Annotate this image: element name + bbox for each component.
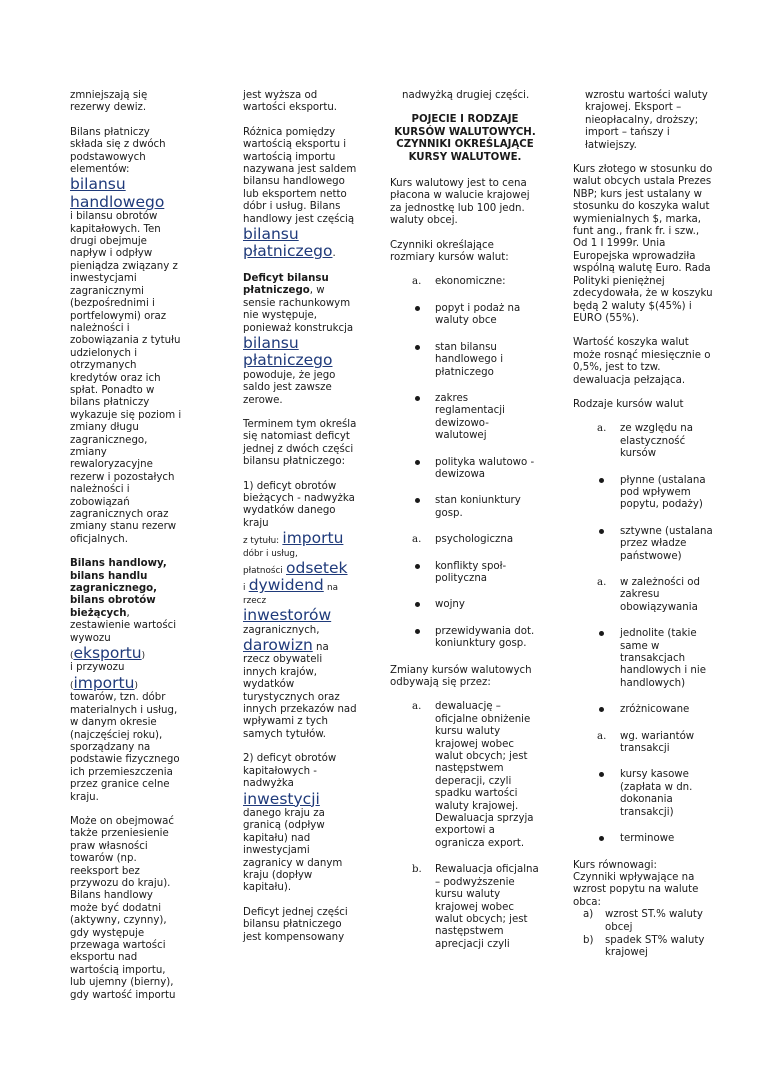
list-item-text: polityka walutowo - dewizowa — [435, 456, 535, 480]
list-item-text: dewaluację – oficjalne obniżenie kursu waluty krajowej wobec walut obcych; jest następstwem deperacji, czyli spadku wartości waluty krajowej. Dewaluacja sprzyja exportowi a ogranicza export. — [435, 701, 534, 849]
list-item-text: konflikty społ-polityczna — [435, 560, 507, 584]
factors-list — [390, 276, 540, 650]
list-item-text: sztywne (ustalana przez władze państwowe) — [620, 525, 713, 562]
list-item-text: stan koniunktury gosp. — [435, 495, 521, 519]
list-item — [573, 423, 715, 460]
list-item — [573, 628, 715, 690]
list-item — [573, 577, 715, 614]
demand-factors-list — [573, 909, 715, 960]
link-bilansu-handlowego[interactable]: bilansu handlowego — [70, 175, 165, 211]
list-item — [390, 701, 540, 850]
bullet-icon — [599, 772, 604, 777]
list-item — [390, 561, 540, 586]
link-inwestorow[interactable]: inwestorów — [243, 606, 332, 625]
bullet-icon — [415, 498, 420, 503]
list-item-text: terminowe — [620, 833, 675, 845]
text: na rzecz — [243, 583, 338, 606]
paragraph — [70, 558, 182, 804]
text: płatności — [243, 566, 283, 576]
list-item-text: zróżnicowane — [620, 704, 690, 716]
list-item-text: jednolite (takie same w transakcjach handlowych i nie handlowych) — [620, 628, 706, 689]
list-item-text: kursy kasowe (zapłata w dn. dokonania transakcji) — [620, 769, 693, 818]
paragraph: Deficyt jednej części bilansu płatniczego jest kompensowany — [243, 906, 348, 943]
bullet-icon — [415, 629, 420, 634]
text: , w sensie rachunkowym nie występuje, ponieważ konstrukcja — [243, 285, 354, 334]
bullet-icon — [415, 460, 420, 465]
text: powoduje, że jego saldo jest zawsze zerowe. — [243, 369, 336, 406]
paren: ( — [70, 680, 74, 691]
bullet-icon — [599, 836, 604, 841]
column-1 — [70, 90, 182, 1014]
list-item — [573, 475, 715, 512]
bullet-icon — [415, 602, 420, 607]
list-item-text: wg. wariantów transakcji — [620, 730, 695, 755]
list-item-text: popyt i podaż na waluty obce — [435, 302, 521, 327]
link-odsetek[interactable]: odsetek — [286, 559, 348, 577]
bullet-icon — [415, 396, 420, 401]
text: 2) deficyt obrotów kapitałowych - nadwyżka — [243, 753, 337, 790]
rate-types-list — [573, 423, 715, 845]
list-item — [390, 495, 540, 520]
list-marker: a. — [412, 276, 422, 288]
text: i bilansu obrotów kapitałowych. Ten drugi obejmuje napływ i odpływ pieniądza związany z inwestycjami zagranicznymi (bezpośrednimi i portfelowymi) oraz należności i zobowiązania z tytułu udzielonych i otrzymanych kredytów oraz ich spłat. Ponadto w bilans płatniczy wykazuje się poziom i zmiany długu zagranicznego, zmiany rewaloryzacyjne rezerw i pozostałych należności i zobowiązań zagranicznych oraz zmiany stanu rezerw oficjalnych. — [70, 211, 182, 545]
section-title: POJECIE I RODZAJE KURSÓW WALUTOWYCH. CZYNNIKI OKREŚLAJĄCE KURSY WALUTOWE. — [394, 114, 536, 163]
link-dywidend[interactable]: dywidend — [248, 576, 324, 595]
changes-list — [390, 701, 540, 951]
column-4 — [573, 90, 715, 961]
link-inwestycji[interactable]: inwestycji — [243, 789, 320, 808]
list-item-text: wzrost ST.% waluty obcej — [605, 909, 703, 933]
paragraph: wzrostu wartości waluty krajowej. Eksport – nieopłacalny, droższy; import – tańszy i łatwiejszy. — [585, 90, 708, 151]
text: dóbr i usług, — [243, 548, 298, 559]
paragraph: jest wyższa od wartości eksportu. — [243, 90, 338, 114]
list-marker: a. — [412, 701, 422, 713]
list-marker: a. — [597, 423, 607, 435]
paren: ) — [141, 651, 146, 662]
paragraph: Czynniki wpływające na wzrost popytu na walute obca: — [573, 871, 699, 908]
list-item — [390, 864, 540, 951]
list-marker: b. — [412, 864, 422, 876]
list-item-text: psychologiczna — [435, 534, 514, 546]
list-item — [573, 731, 715, 756]
text: Różnica pomiędzy wartością eksportu i wartością importu nazywana jest saldem bilansu handlowego lub eksportem netto dóbr i usług. Bilans handlowy jest częścią — [243, 126, 357, 225]
bullet-icon — [599, 631, 604, 636]
paragraph: Kurs walutowy jest to cena płacona w walucie krajowej za jednostkę lub 100 jedn. waluty obcej. — [390, 178, 530, 227]
list-item — [390, 276, 540, 288]
paren: ) — [134, 680, 138, 691]
bullet-icon — [415, 306, 420, 311]
link-bilansu-platniczego[interactable]: bilansu płatniczego — [243, 225, 333, 261]
text: towarów, tzn. dóbr materialnych i usług, w danym okresie (najczęściej roku), sporządzany na podstawie fizycznego ich przemieszczenia przez granice celne kraju. — [70, 692, 180, 803]
column-3 — [390, 90, 540, 965]
list-marker: a. — [597, 730, 607, 742]
paragraph: Może on obejmować także przeniesienie praw własności towarów (np. reeksport bez przywozu do kraju). Bilans handlowy może być dodatni (aktywny, czynny), gdy występuje przewaga wartości eksportu nad wartością importu, lub ujemny (bierny), gdy wartość importu — [70, 815, 176, 1001]
column-2 — [243, 90, 358, 956]
paragraph — [243, 481, 358, 742]
paragraph — [70, 127, 182, 546]
list-marker: a. — [597, 577, 607, 588]
list-item — [390, 393, 540, 443]
bold-term: Bilans handlowy, bilans handlu zagranicznego, bilans obrotów bieżących — [70, 558, 167, 619]
paragraph — [243, 273, 358, 407]
bold-term: Deficyt bilansu płatniczego — [243, 272, 329, 297]
link-darowizn[interactable]: darowizn — [243, 636, 313, 655]
paren: ( — [70, 651, 74, 662]
bullet-icon — [599, 707, 604, 712]
list-marker: b) — [583, 934, 594, 946]
period: . — [332, 248, 336, 260]
bullet-icon — [599, 478, 604, 483]
list-item — [573, 526, 715, 563]
bullet-icon — [415, 564, 420, 569]
text: zagranicznych, — [243, 624, 320, 636]
list-item-text: Rewaluacja oficjalna – podwyższenie kursu waluty krajowej wobec walut obcych; jest następstwem aprecjacji czyli — [435, 864, 539, 950]
bullet-icon — [415, 345, 420, 350]
list-item — [573, 909, 715, 934]
paragraph: zmniejszają się rezerwy dewiz. — [70, 90, 148, 114]
list-item-text: płynne (ustalana pod wpływem popytu, podaży) — [620, 474, 706, 511]
text: Bilans płatniczy składa się z dwóch podstawowych elementów: — [70, 126, 166, 176]
link-importu[interactable]: importu — [282, 529, 344, 548]
paragraph: Kurs równowagi: — [573, 859, 657, 871]
paragraph: Terminem tym określa się natomiast deficyt jednej z dwóch części bilansu płatniczego: — [243, 418, 357, 468]
paragraph — [243, 127, 358, 261]
list-item — [390, 457, 540, 482]
link-eksportu[interactable]: eksportu — [73, 644, 142, 663]
paragraph — [243, 753, 358, 894]
list-item — [573, 704, 715, 716]
list-item-text: spadek ST% waluty krajowej — [605, 934, 705, 959]
list-item — [390, 342, 540, 379]
paragraph: Czynniki określające rozmiary kursów walut: — [390, 239, 509, 264]
text: i — [243, 583, 246, 594]
bullet-icon — [599, 529, 604, 534]
list-item-text: stan bilansu handlowego i płatniczego — [435, 341, 504, 378]
text: 1) deficyt obrotów bieżących - nadwyżka wydatków danego kraju — [243, 480, 355, 529]
text: na rzecz obywateli innych krajów, wydatków turystycznych oraz innych przekazów nad wpływami z tych samych tytułów. — [243, 642, 357, 740]
list-item — [573, 769, 715, 819]
paragraph: Wartość koszyka walut może rosnąć miesięcznie o 0,5%, jest to tzw. dewaluacja pełzająca. — [573, 337, 711, 386]
list-item — [390, 626, 540, 651]
list-item-text: wojny — [435, 599, 465, 611]
text: i przywozu — [70, 662, 125, 674]
text: danego kraju za granicą (odpływ kapitału) nad inwestycjami zagranicy w danym kraju (dopływ kapitału). — [243, 807, 343, 894]
list-item — [573, 833, 715, 845]
list-item — [573, 935, 715, 960]
list-item-text: przewidywania dot. koniunktury gosp. — [435, 625, 535, 650]
list-item-text: zakres reglamentacji dewizowo-walutowej — [435, 392, 505, 442]
list-item-text: ze względu na elastyczność kursów — [620, 423, 693, 460]
paragraph: Kurs złotego w stosunku do walut obcych ustala Prezes NBP; kurs jest ustalany w stosunku do koszyka walut wymienialnych $, marka, funt ang., frank fr. i szw., Od 1 I 1999r. Unia Europejska wprowadziła wspólną walutę Euro. Rada Polityki pieniężnej zdecydowała, że w koszyku będą 2 waluty $(45%) i EURO (55%). — [573, 164, 713, 324]
paragraph: nadwyżką drugiej części. — [402, 90, 530, 101]
list-marker: a. — [412, 534, 422, 546]
list-marker: a) — [583, 909, 594, 921]
link-bilansu-platniczego[interactable]: bilansu płatniczego — [243, 333, 333, 370]
list-item — [390, 303, 540, 328]
paragraph: Zmiany kursów walutowych odbywają się przez: — [390, 664, 532, 688]
text: z tytułu: — [243, 536, 280, 547]
paragraph: Rodzaje kursów walut — [573, 398, 684, 410]
list-item-text: w zależności od zakresu obowiązywania — [620, 577, 700, 613]
list-item — [390, 599, 540, 611]
list-item-text: ekonomiczne: — [435, 276, 506, 288]
list-item — [390, 534, 540, 546]
link-importu[interactable]: importu — [73, 673, 135, 692]
text: , zestawienie wartości wywozu — [70, 607, 177, 644]
